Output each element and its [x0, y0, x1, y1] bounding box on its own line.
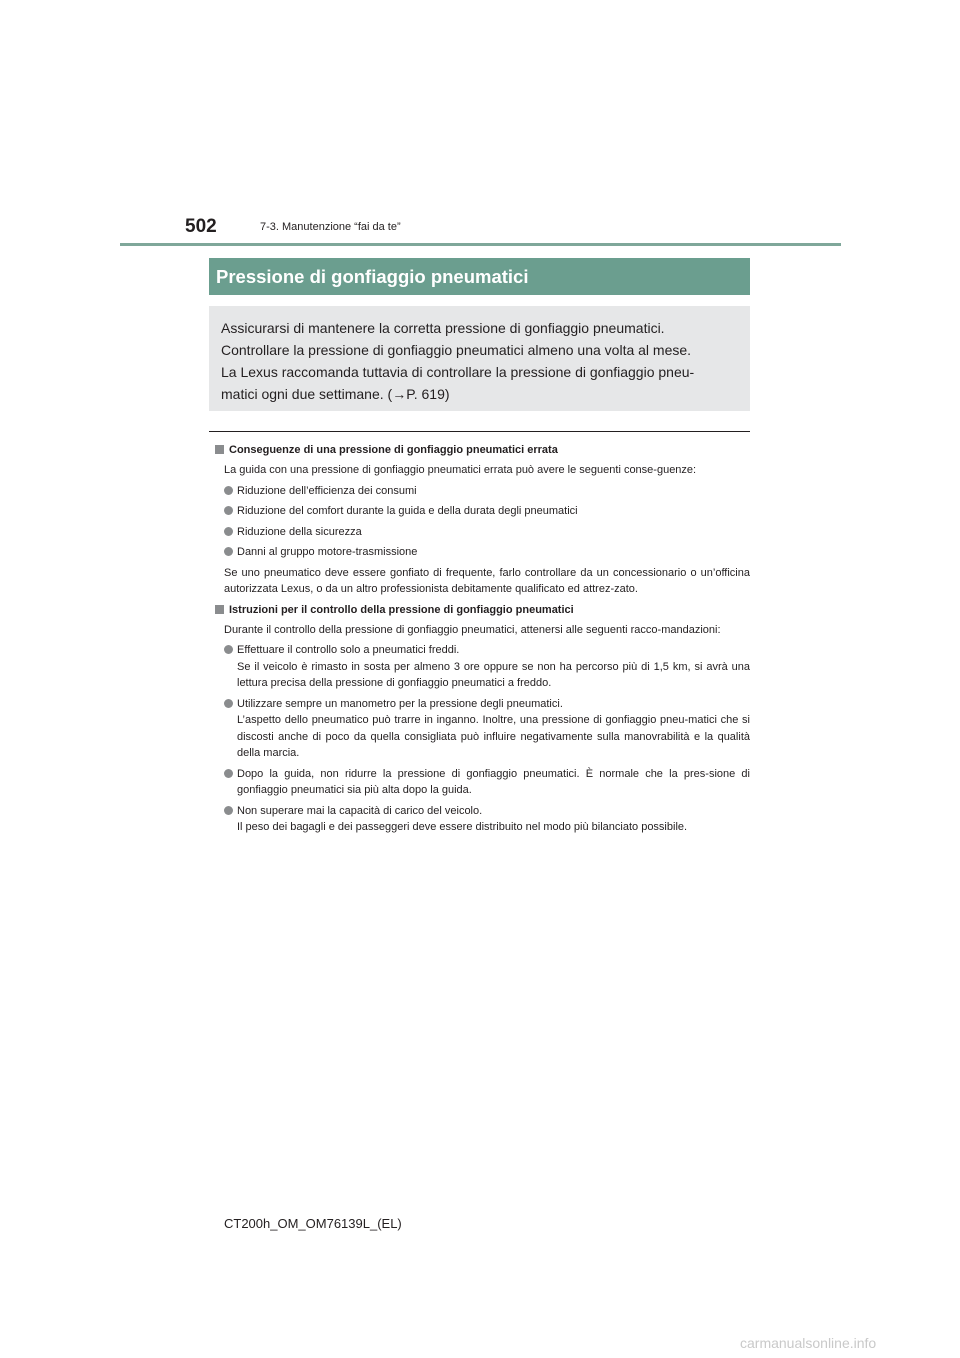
circle-bullet-icon — [224, 506, 233, 515]
list-item — [224, 503, 750, 520]
intro-box — [209, 306, 750, 411]
heading-text: Conseguenze di una pressione di gonfiaggio pneumatici errata — [229, 444, 558, 456]
square-bullet-icon — [215, 445, 224, 454]
list-item — [224, 483, 750, 500]
section-title: 7-3. Manutenzione “fai da te” — [260, 221, 401, 233]
circle-bullet-icon — [224, 486, 233, 495]
circle-bullet-icon — [224, 699, 233, 708]
circle-bullet-icon — [224, 806, 233, 815]
list-item — [224, 544, 750, 561]
list-item — [224, 524, 750, 541]
list-item — [224, 766, 750, 799]
section-heading — [209, 442, 750, 458]
intro-line: matici ogni due settimane. (→P. 619) — [221, 386, 450, 402]
watermark: carmanualsonline.info — [740, 1335, 877, 1351]
list-item-text: Riduzione della sicurezza — [237, 525, 362, 538]
paragraph: La guida con una pressione di gonfiaggio pneumatici errata può avere le seguenti conse-guenze: — [224, 464, 697, 476]
circle-bullet-icon — [224, 769, 233, 778]
divider — [209, 431, 750, 432]
list-item-text: Riduzione dell’efficienza dei consumi — [237, 484, 417, 497]
list-item-text: Il peso dei bagagli e dei passeggeri deve essere distribuito nel modo più bilanciato possibile. — [237, 821, 688, 833]
page-number: 502 — [185, 216, 217, 237]
list-item-text: Se il veicolo è rimasto in sosta per almeno 3 ore oppure se non ha percorso più di 1,5 km, si avrà una lettura precisa della pressione di gonfiaggio pneumatici a freddo. — [237, 660, 750, 689]
page-header — [185, 216, 825, 240]
square-bullet-icon — [215, 605, 224, 614]
list-item — [224, 642, 750, 692]
circle-bullet-icon — [224, 645, 233, 654]
heading-text: Istruzioni per il controllo della pressione di gonfiaggio pneumatici — [229, 603, 574, 616]
circle-bullet-icon — [224, 527, 233, 536]
list-item-text: Riduzione del comfort durante la guida e della durata degli pneumatici — [237, 505, 578, 517]
list-item — [224, 696, 750, 762]
paragraph: Durante il controllo della pressione di gonfiaggio pneumatici, attenersi alle seguenti racco-mandazioni: — [224, 623, 721, 636]
list-item-title: Non superare mai la capacità di carico del veicolo. — [237, 804, 483, 817]
intro-line: La Lexus raccomanda tuttavia di controllare la pressione di gonfiaggio pneu- — [221, 364, 695, 380]
main-content — [209, 431, 750, 840]
page-title: Pressione di gonfiaggio pneumatici — [209, 258, 750, 295]
intro-line: Assicurarsi di mantenere la corretta pressione di gonfiaggio pneumatici. — [221, 320, 665, 336]
list-item-title: Dopo la guida, non ridurre la pressione di gonfiaggio pneumatici. È normale che la pres-sione di gonfiaggio pneumatici sia più alta dopo la guida. — [237, 767, 750, 796]
header-rule — [120, 243, 841, 246]
list-item — [224, 803, 750, 836]
section-heading — [209, 602, 750, 618]
list-item-text: Danni al gruppo motore-trasmissione — [237, 546, 418, 558]
list-item-title: Utilizzare sempre un manometro per la pressione degli pneumatici. — [237, 697, 563, 710]
list-item-text: L’aspetto dello pneumatico può trarre in inganno. Inoltre, una pressione di gonfiaggio pneu-matici che si discosti anche di poco da quella consigliata può influire negativamente sulla manovrabilità e la qualità della marcia. — [237, 714, 750, 759]
circle-bullet-icon — [224, 547, 233, 556]
intro-line: Controllare la pressione di gonfiaggio pneumatici almeno una volta al mese. — [221, 342, 692, 358]
list-item-title: Effettuare il controllo solo a pneumatici freddi. — [237, 644, 460, 656]
document-code: CT200h_OM_OM76139L_(EL) — [224, 1216, 402, 1231]
paragraph: Se uno pneumatico deve essere gonfiato di frequente, farlo controllare da un concessionario o un’officina autorizzata Lexus, o da un altro professionista debitamente qualificato ed attrez-zato. — [224, 566, 750, 595]
